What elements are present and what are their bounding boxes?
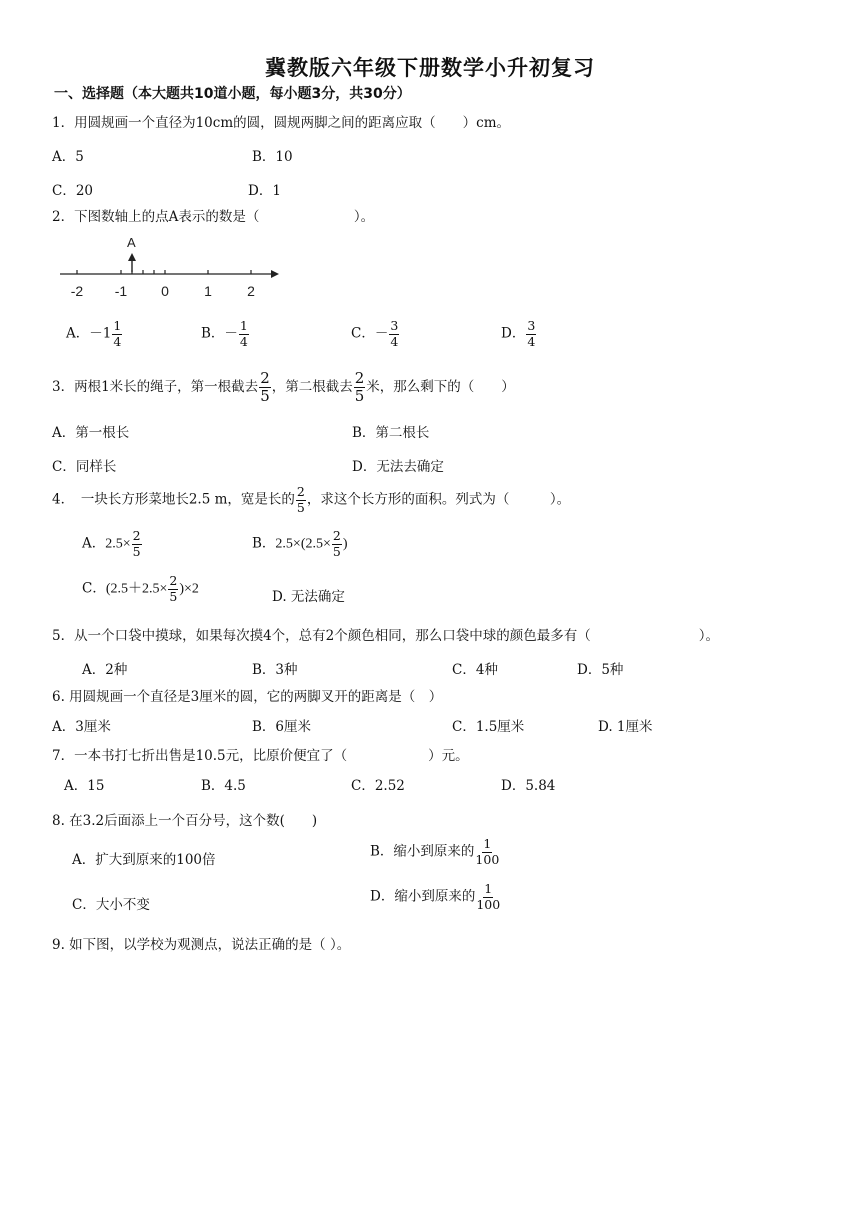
- question-8: 8. 在3.2后面添上一个百分号，这个数( ): [52, 813, 318, 829]
- q3-option-d: D．无法去确定: [352, 459, 444, 475]
- question-7: 7．一本书打七折出售是10.5元，比原价便宜了（ ）元。: [52, 748, 469, 764]
- q3-option-c: C．同样长: [52, 459, 117, 475]
- q3-option-b: B．第二根长: [352, 425, 430, 441]
- q3-option-a: A．第一根长: [52, 425, 130, 441]
- q7-option-b: B．4.5: [201, 778, 246, 794]
- q7-option-c: C．2.52: [351, 778, 405, 794]
- q2-option-d: D． $\frac{3}{4}$: [501, 318, 536, 349]
- section-heading: 一、选择题（本大题共10道小题，每小题3分，共30分）: [54, 86, 411, 102]
- point-a-label: A: [127, 235, 136, 250]
- question-6: 6. 用圆规画一个直径是3厘米的圆，它的两脚叉开的距离是（ ）: [52, 689, 443, 705]
- q1-option-d: D．1: [248, 183, 281, 199]
- q5-option-a: A．2种: [82, 662, 128, 678]
- question-9: 9. 如下图，以学校为观测点，说法正确的是（ ）。: [52, 937, 351, 953]
- question-1: 1．用圆规画一个直径为10cm的圆，圆规两脚之间的距离应取（ ）cm。: [52, 115, 510, 131]
- q8-option-d: D．缩小到原来的 $\frac{1}{100}$: [370, 881, 501, 912]
- tick-label: -2: [70, 283, 84, 299]
- question-2: 2．下图数轴上的点A表示的数是（ ）。: [52, 209, 375, 225]
- tick-label: 2: [247, 283, 255, 299]
- q4-option-c: C．(2.5＋2.5× $\frac{2}{5}$ )×2: [82, 573, 199, 604]
- q5-option-b: B．3种: [252, 662, 298, 678]
- tick-label: -1: [114, 283, 128, 299]
- q7-option-d: D．5.84: [501, 778, 556, 794]
- question-3: 3．两根1米长的绳子，第一根截去 $\frac{2}{5}$ ，第二根截去 $\frac{2}{5}$ 米，那么剩下的（ ）: [52, 369, 515, 405]
- q6-option-d: D. 1厘米: [598, 719, 653, 735]
- q8-option-b: B．缩小到原来的 $\frac{1}{100}$: [370, 836, 500, 867]
- number-line-figure: [55, 232, 285, 302]
- tick-label: 0: [161, 283, 169, 299]
- question-4: 4． 一块长方形菜地长2.5 m，宽是长的 $\frac{2}{5}$ ，求这个长方形的面积。列式为（ ）。: [52, 484, 571, 515]
- q2-option-b: B．－ $\frac{1}{4}$: [201, 318, 248, 349]
- q4-option-a: A．2.5× $\frac{2}{5}$: [82, 528, 141, 559]
- q6-option-a: A．3厘米: [52, 719, 111, 735]
- question-5: 5．从一个口袋中摸球，如果每次摸4个，总有2个颜色相同，那么口袋中球的颜色最多有（ ）。: [52, 628, 720, 644]
- q7-option-a: A．15: [64, 778, 105, 794]
- tick-label: 1: [204, 283, 212, 299]
- q1-option-c: C．20: [52, 183, 94, 199]
- q5-option-c: C．4种: [452, 662, 498, 678]
- q1-option-b: B．10: [252, 149, 293, 165]
- q6-option-b: B．6厘米: [252, 719, 312, 735]
- q8-option-c: C．大小不变: [72, 897, 150, 913]
- q1-option-a: A．5: [52, 149, 84, 165]
- q6-option-c: C．1.5厘米: [452, 719, 525, 735]
- q5-option-d: D．5种: [577, 662, 624, 678]
- page-title: 冀教版六年级下册数学小升初复习: [265, 55, 595, 80]
- q4-option-b: B．2.5×(2.5× $\frac{2}{5}$ ): [252, 528, 348, 559]
- q4-option-d: D. 无法确定: [272, 589, 345, 605]
- q8-option-a: A．扩大到原来的100倍: [72, 852, 216, 868]
- q2-option-a: A．－1 $\frac{1}{4}$: [66, 318, 122, 349]
- q2-option-c: C．－ $\frac{3}{4}$: [351, 318, 399, 349]
